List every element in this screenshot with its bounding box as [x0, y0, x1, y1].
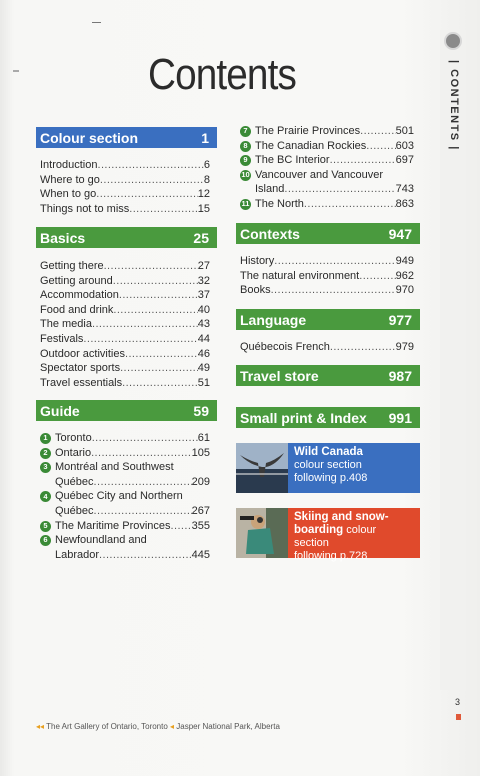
dot-leader	[330, 153, 396, 168]
dot-leader	[97, 158, 203, 173]
dot-leader	[122, 376, 198, 391]
toc-entry	[240, 168, 414, 197]
entry-title: Introduction	[40, 159, 98, 171]
toc-entry	[40, 187, 210, 202]
entry-page: 27	[197, 260, 210, 272]
entry-page: 355	[191, 519, 210, 532]
entry-title: Where to go	[40, 173, 100, 186]
entry-page: 970	[395, 284, 414, 297]
entry-page: 743	[395, 183, 414, 196]
chapter-number-badge: 9	[240, 155, 251, 166]
entry-title-cont: Québec	[55, 504, 94, 517]
entry-title: Newfoundland and	[55, 534, 147, 547]
section-bar-basics	[36, 227, 217, 248]
dot-leader	[92, 431, 198, 446]
entry-line	[40, 504, 210, 519]
entry-title: Books	[240, 284, 271, 297]
dot-leader	[94, 475, 192, 490]
entry-title: The media	[40, 318, 92, 331]
page-marker	[456, 714, 461, 720]
snowboarder-photo	[236, 508, 288, 558]
whale-tail-photo	[236, 443, 288, 493]
entry-title: Travel essentials	[40, 376, 123, 389]
dot-leader	[91, 446, 192, 461]
entry-page: 32	[197, 274, 210, 287]
entry-title: The Prairie Provinces	[255, 125, 361, 137]
print-mark	[92, 22, 101, 23]
toc-list-language	[240, 340, 414, 355]
arrow-left-icon: ◂◂	[36, 722, 45, 731]
entry-line	[40, 446, 210, 461]
entry-line	[240, 153, 414, 168]
entry-line	[40, 475, 210, 490]
promo-line: following p.728	[294, 550, 368, 562]
chapter-number-badge: 6	[40, 535, 51, 546]
dot-leader	[330, 340, 396, 355]
entry-page: 445	[191, 548, 210, 561]
toc-entry	[40, 519, 210, 534]
entry-title: Montréal and Southwest	[55, 461, 174, 474]
promo-skiing	[236, 508, 420, 562]
entry-page: 501	[395, 125, 414, 137]
entry-line	[240, 139, 414, 154]
toc-entry	[240, 269, 414, 284]
dot-leader	[113, 303, 197, 318]
page-title: Contents	[148, 50, 296, 99]
dot-leader	[304, 197, 396, 212]
entry-page: 15	[197, 202, 210, 215]
entry-title: Spectator sports	[40, 362, 121, 375]
section-bar-travel-store	[236, 365, 420, 386]
entry-title: History	[240, 255, 275, 267]
entry-title: The natural environment	[240, 269, 360, 282]
entry-title: Québec City and Northern	[55, 490, 183, 503]
dot-leader	[104, 259, 198, 274]
entry-page: 8	[203, 173, 210, 186]
toc-entry	[40, 332, 210, 347]
section-page: 987	[388, 367, 412, 384]
entry-page: 949	[395, 255, 414, 267]
chapter-number-badge: 2	[40, 448, 51, 459]
section-title: Contexts	[240, 225, 300, 242]
section-bar-contexts	[236, 223, 420, 244]
chapter-number-badge: 5	[40, 521, 51, 532]
entry-page: 61	[197, 432, 210, 444]
entry-title: Accommodation	[40, 289, 119, 302]
entry-line	[40, 460, 210, 475]
entry-title: Food and drink	[40, 303, 114, 316]
entry-title: When to go	[40, 188, 97, 201]
dot-leader	[96, 187, 197, 202]
entry-title: Vancouver and Vancouver	[255, 168, 384, 181]
toc-list-guide-continued	[240, 124, 414, 212]
entry-line	[40, 431, 210, 446]
entry-page: 962	[395, 269, 414, 282]
entry-page: 43	[197, 318, 210, 331]
dot-leader	[99, 548, 192, 563]
promo-title: Skiing and snow-	[294, 511, 389, 523]
entry-title: The Canadian Rockies	[255, 139, 367, 152]
entry-title: Festivals	[40, 332, 84, 345]
section-bar-language	[236, 309, 420, 330]
section-page: 977	[388, 311, 412, 328]
section-page: 25	[193, 229, 209, 246]
entry-line	[240, 124, 414, 139]
promo-line: colour section	[294, 524, 377, 549]
promo-line: colour section	[294, 459, 362, 471]
dot-leader	[119, 288, 198, 303]
entry-title: Outdoor activities	[40, 347, 125, 360]
page-number: 3	[455, 697, 461, 707]
entry-title: Things not to miss	[40, 202, 130, 215]
entry-title: The Maritime Provinces	[55, 519, 171, 532]
entry-page: 105	[191, 446, 210, 459]
section-page: 59	[193, 402, 209, 419]
promo-title: boarding	[294, 524, 344, 536]
chapter-number-badge: 4	[40, 491, 51, 502]
chapter-number-badge: 11	[241, 199, 250, 209]
entry-title: The BC Interior	[255, 154, 330, 167]
entry-page: 49	[197, 362, 210, 375]
entry-title: The North	[255, 197, 304, 210]
entry-title-cont: Labrador	[55, 548, 100, 561]
dot-leader	[100, 173, 204, 188]
entry-line	[40, 519, 210, 534]
dot-leader	[274, 254, 395, 269]
dot-leader	[360, 124, 395, 139]
toc-entry	[40, 288, 210, 303]
photo-caption	[36, 722, 280, 731]
promo-wild-canada	[236, 443, 420, 493]
promo-title: Wild Canada	[294, 446, 363, 458]
section-title: Colour section	[40, 129, 139, 146]
entry-page: 863	[395, 197, 414, 210]
chapter-number-badge: 1	[40, 433, 51, 444]
promo-line: following p.408	[294, 472, 368, 484]
chapter-number-badge: 7	[240, 126, 251, 137]
toc-entry	[40, 431, 210, 446]
section-page: 947	[388, 225, 412, 242]
toc-entry	[40, 303, 210, 318]
entry-title: Toronto	[55, 432, 92, 444]
section-bar-guide	[36, 400, 217, 421]
entry-page: 46	[197, 347, 210, 360]
entry-page: 44	[197, 332, 210, 345]
dot-leader	[113, 274, 198, 289]
toc-list-contexts	[240, 254, 414, 298]
toc-entry	[40, 489, 210, 518]
toc-entry	[40, 158, 210, 173]
chapter-number-badge: 3	[40, 462, 51, 473]
section-bar-small-print	[236, 407, 420, 428]
toc-entry	[40, 202, 210, 217]
entry-line	[240, 197, 414, 212]
entry-title-cont: Québec	[55, 475, 94, 488]
dot-leader	[125, 347, 198, 362]
entry-title: Getting there	[40, 260, 104, 272]
entry-page: 267	[191, 504, 210, 517]
chapter-number-badge: 8	[240, 141, 251, 152]
entry-page: 209	[191, 475, 210, 488]
toc-entry	[40, 173, 210, 188]
toc-entry	[240, 254, 414, 269]
tab-circle-icon	[444, 32, 462, 50]
toc-entry	[240, 340, 414, 355]
toc-entry	[240, 153, 414, 168]
entry-page: 6	[203, 159, 210, 171]
dot-leader	[120, 361, 198, 376]
dot-leader	[366, 139, 395, 154]
toc-entry	[40, 361, 210, 376]
toc-entry	[240, 139, 414, 154]
section-title: Basics	[40, 229, 86, 246]
entry-title: Getting around	[40, 274, 113, 287]
toc-entry	[240, 197, 414, 212]
toc-entry	[240, 124, 414, 139]
dot-leader	[171, 519, 192, 534]
entry-page: 37	[197, 289, 210, 302]
dot-leader	[129, 202, 197, 217]
chapter-number-badge: 10	[241, 169, 250, 179]
caption-text: Jasper National Park, Alberta	[176, 722, 280, 731]
entry-page: 51	[197, 376, 210, 389]
entry-page: 603	[395, 139, 414, 152]
section-page: 991	[388, 409, 412, 426]
entry-title-cont: Island	[255, 183, 285, 196]
toc-entry	[40, 376, 210, 391]
entry-title: Ontario	[55, 446, 92, 459]
entry-page: 12	[197, 188, 210, 201]
dot-leader	[284, 182, 395, 197]
dot-leader	[92, 317, 198, 332]
entry-page: 979	[395, 341, 414, 353]
toc-entry	[40, 446, 210, 461]
entry-line	[240, 168, 414, 183]
arrow-left-icon: ◂	[170, 722, 175, 731]
entry-line	[40, 548, 210, 563]
section-title: Small print & Index	[240, 409, 367, 426]
entry-line	[40, 489, 210, 504]
section-title: Language	[240, 311, 307, 328]
toc-entry	[40, 347, 210, 362]
toc-entry	[240, 283, 414, 298]
toc-entry	[40, 533, 210, 562]
entry-page: 697	[395, 154, 414, 167]
dot-leader	[271, 283, 396, 298]
print-mark	[13, 70, 19, 72]
entry-title: Québecois French	[240, 341, 330, 353]
section-title: Guide	[40, 402, 80, 419]
toc-entry	[40, 317, 210, 332]
section-bar-colour	[36, 127, 217, 148]
dot-leader	[359, 269, 395, 284]
entry-line	[240, 182, 414, 197]
toc-entry	[40, 460, 210, 489]
entry-line	[40, 533, 210, 548]
toc-entry	[40, 274, 210, 289]
dot-leader	[94, 504, 192, 519]
toc-entry	[40, 259, 210, 274]
side-tab-label: | CONTENTS |	[448, 60, 460, 151]
entry-page: 40	[197, 303, 210, 316]
dot-leader	[83, 332, 197, 347]
section-title: Travel store	[240, 367, 319, 384]
section-page: 1	[201, 129, 209, 146]
toc-list-colour	[40, 158, 210, 216]
toc-list-guide	[40, 431, 210, 562]
caption-text: The Art Gallery of Ontario, Toronto	[46, 722, 168, 731]
toc-list-basics	[40, 259, 210, 390]
